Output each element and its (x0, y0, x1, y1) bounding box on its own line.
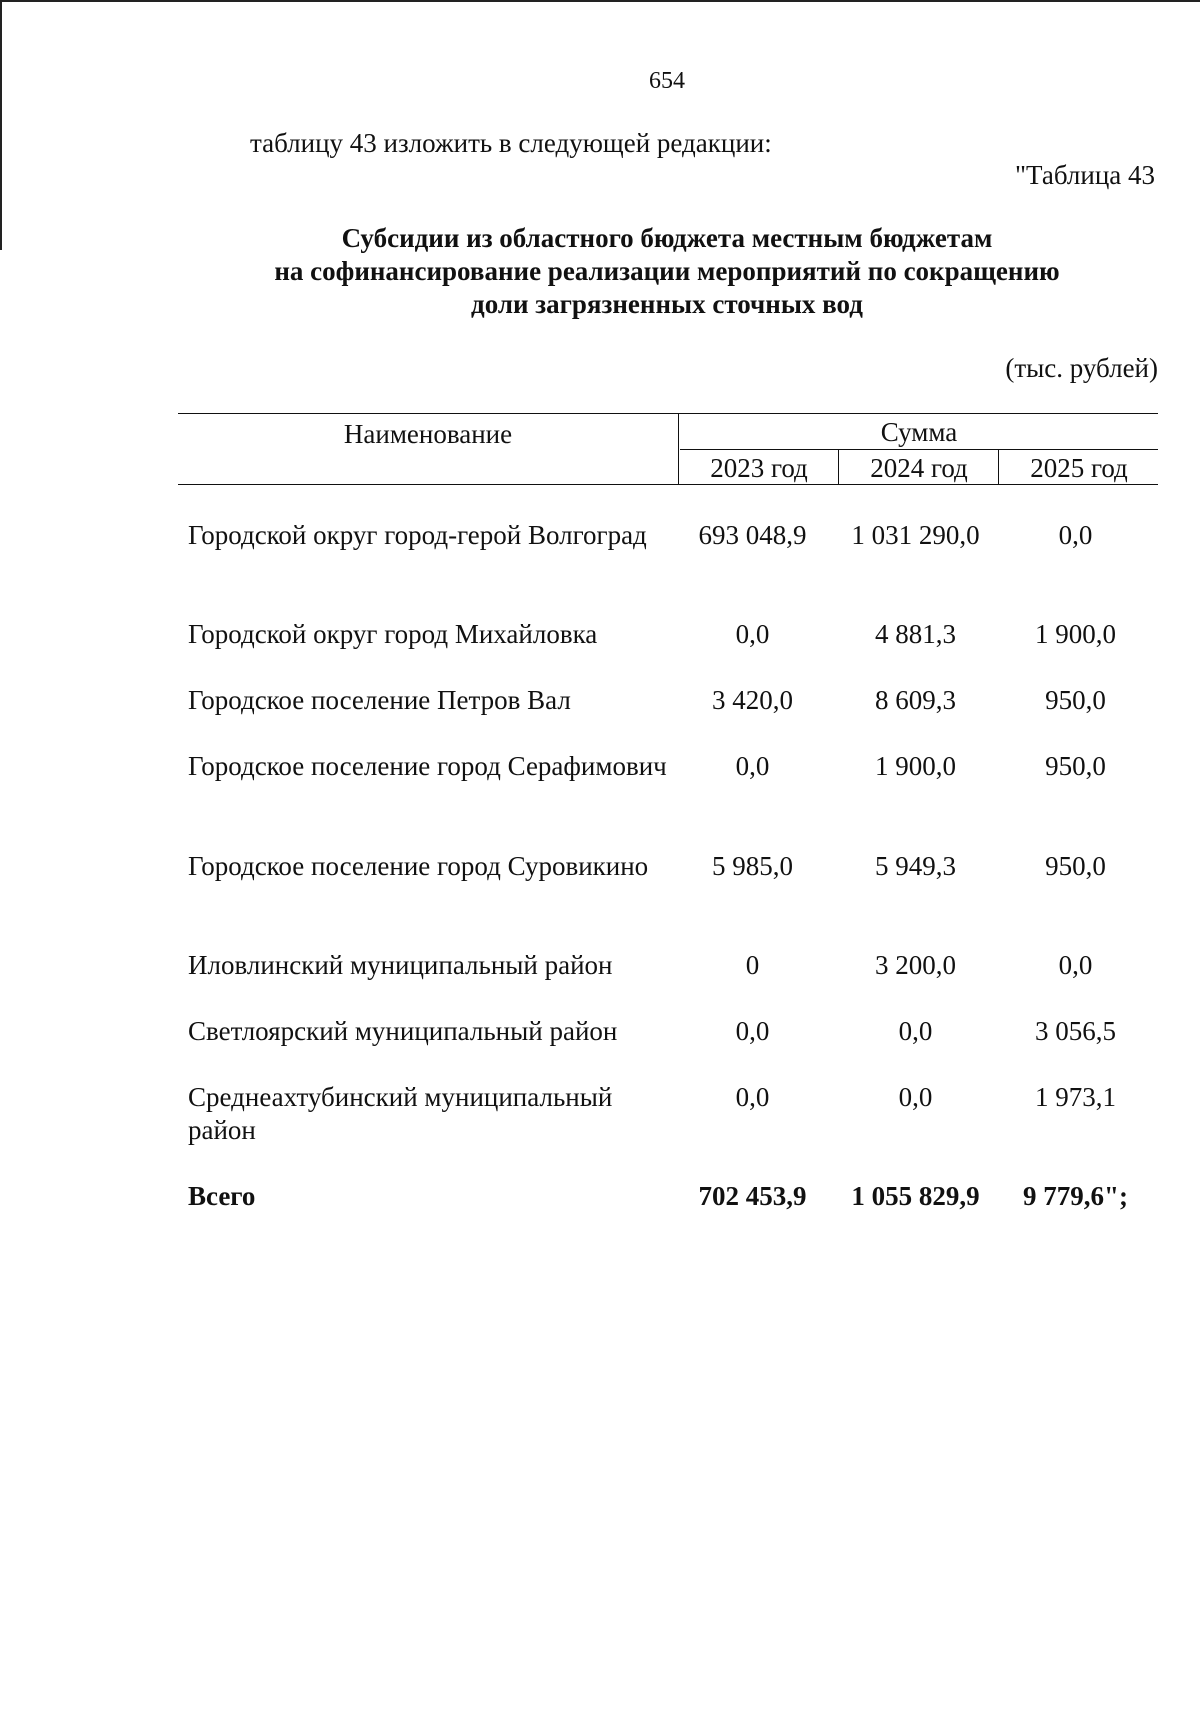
row-value-2025: 1 900,0 (1035, 619, 1116, 649)
row-value-2023: 0,0 (735, 751, 770, 781)
subsidies-table (178, 413, 1158, 1220)
intro-text: таблицу 43 изложить в следующей редакции: (250, 128, 772, 158)
row-value-2023: 5 985,0 (712, 851, 793, 881)
row-value-2024: 0,0 (898, 1016, 933, 1046)
table-label: "Таблица 43 (1015, 160, 1155, 190)
row-value-2024: 0,0 (898, 1082, 933, 1112)
row-name: Городской округ город Михайловка (188, 619, 598, 649)
title-line-1: Субсидии из областного бюджета местным бюджетам (341, 223, 993, 253)
header-name: Наименование (178, 414, 679, 484)
row-value-2024: 1 031 290,0 (851, 520, 980, 550)
units-label: (тыс. рублей) (1005, 353, 1158, 383)
row-value-2024: 1 900,0 (875, 751, 956, 781)
row-name: Городское поселение Петров Вал (188, 685, 571, 715)
row-value-2023: 3 420,0 (712, 685, 793, 715)
header-year-2023: 2023 год (680, 450, 839, 484)
row-value-2025: 3 056,5 (1035, 1016, 1116, 1046)
table-body (178, 519, 1158, 1220)
document-title (0, 222, 1200, 321)
row-name: Городское поселение город Серафимович (188, 751, 667, 781)
row-value-2025: 1 973,1 (1035, 1082, 1116, 1112)
table-row (178, 850, 1158, 949)
total-value-2025: 9 779,6"; (1023, 1181, 1128, 1211)
row-value-2025: 950,0 (1045, 851, 1106, 881)
total-value-2023: 702 453,9 (698, 1181, 807, 1211)
table-header (178, 413, 1158, 485)
title-line-3: доли загрязненных сточных вод (471, 289, 863, 319)
table-row (178, 949, 1158, 1015)
header-year-2025: 2025 год (1030, 453, 1128, 483)
row-name: Городской округ город-герой Волгоград (188, 520, 647, 550)
row-value-2023: 693 048,9 (698, 520, 807, 550)
header-year-2024: 2024 год (840, 450, 999, 484)
row-name: Городское поселение город Суровикино (188, 851, 649, 881)
row-value-2023: 0,0 (735, 1082, 770, 1112)
total-value-2024: 1 055 829,9 (851, 1181, 980, 1211)
row-value-2025: 950,0 (1045, 751, 1106, 781)
row-value-2023: 0,0 (735, 619, 770, 649)
row-name: Светлоярский муниципальный район (188, 1016, 618, 1046)
table-row (178, 1015, 1158, 1081)
row-name: Иловлинский муниципальный район (188, 950, 613, 980)
scan-edge-top (0, 0, 1200, 2)
page-number: 654 (649, 68, 685, 94)
row-value-2024: 3 200,0 (875, 950, 956, 980)
table-row (178, 519, 1158, 618)
row-value-2024: 8 609,3 (875, 685, 956, 715)
row-value-2023: 0 (745, 950, 760, 980)
row-name: Среднеахтубинский муниципальный район (188, 1082, 613, 1145)
row-value-2025: 0,0 (1058, 950, 1093, 980)
row-value-2024: 5 949,3 (875, 851, 956, 881)
table-row (178, 618, 1158, 684)
row-value-2024: 4 881,3 (875, 619, 956, 649)
row-value-2025: 0,0 (1058, 520, 1093, 550)
table-row (178, 684, 1158, 750)
table-row (178, 1081, 1158, 1180)
total-name: Всего (188, 1181, 256, 1211)
title-line-2: на софинансирование реализации мероприятий по сокращению (274, 256, 1060, 286)
row-value-2023: 0,0 (735, 1016, 770, 1046)
table-total-row (178, 1180, 1158, 1220)
table-row (178, 750, 1158, 850)
header-sum: Сумма (680, 414, 1158, 450)
row-value-2025: 950,0 (1045, 685, 1106, 715)
scan-edge-left (0, 0, 2, 250)
